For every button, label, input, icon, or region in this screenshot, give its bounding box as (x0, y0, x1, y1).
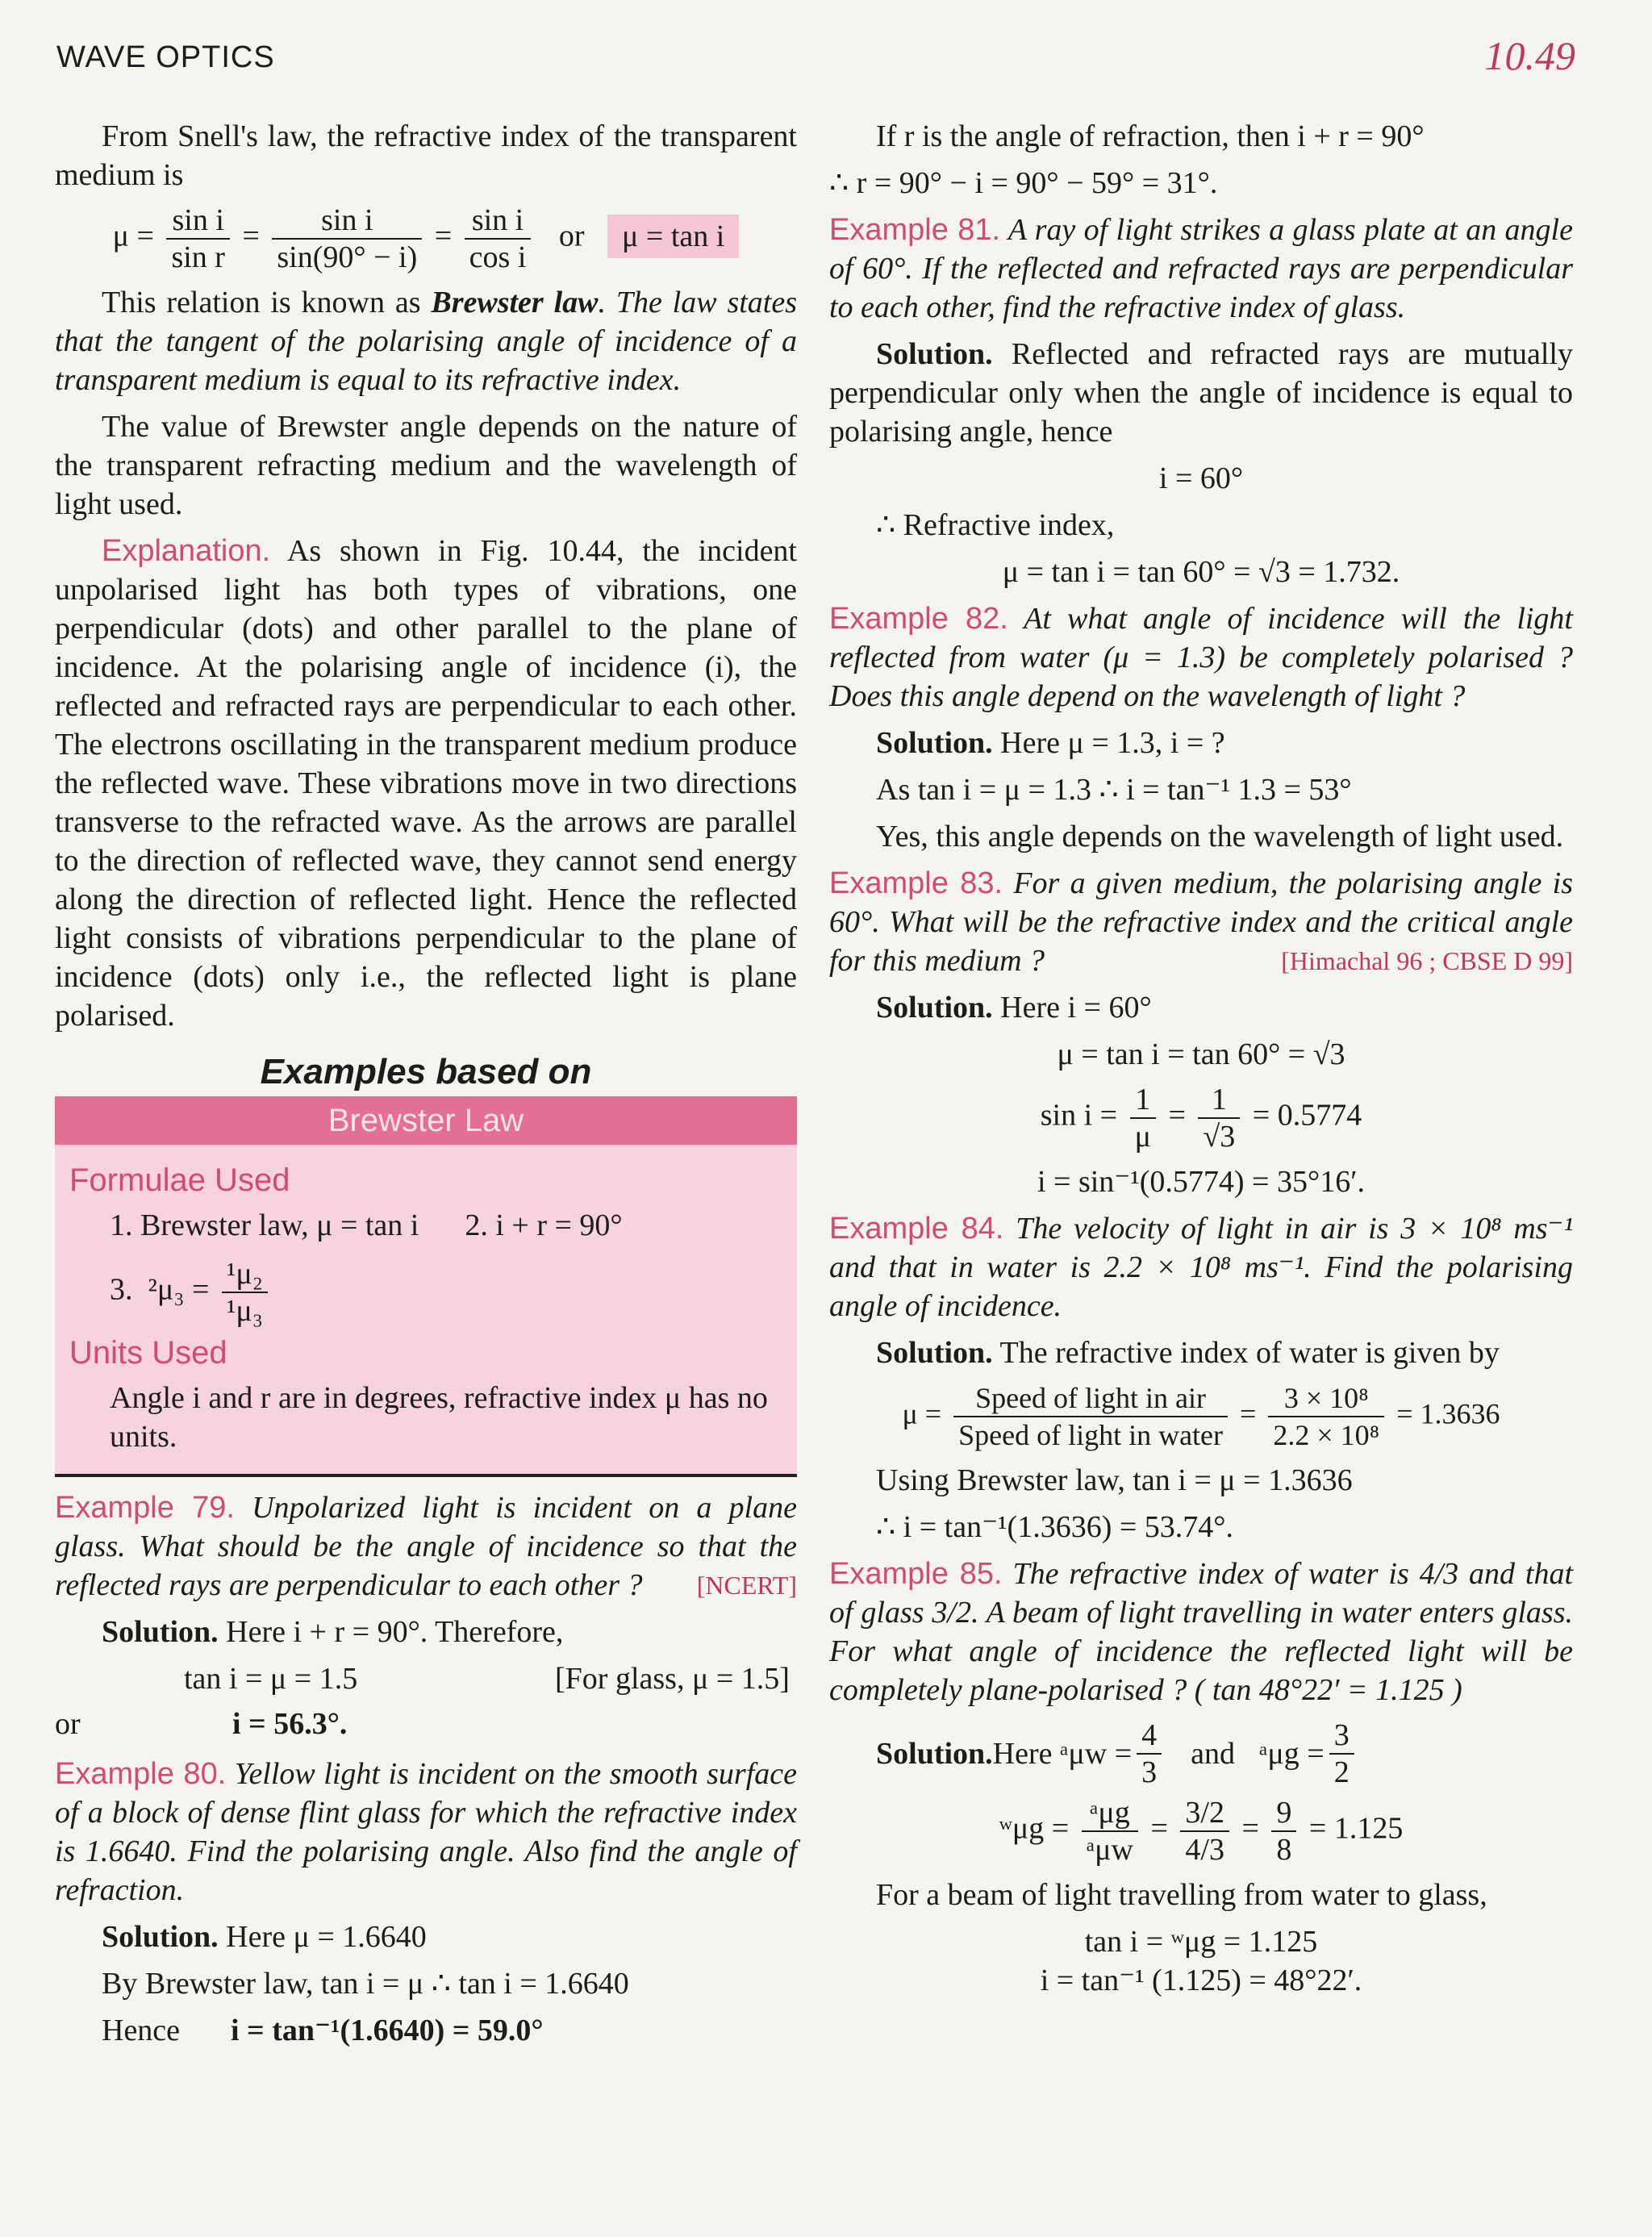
box-title: Examples based on (260, 1052, 592, 1091)
equation: As tan i = μ = 1.3 ∴ i = tan⁻¹ 1.3 = 53° (876, 773, 1352, 807)
solution-82: Solution. Here μ = 1.3, i = ? (876, 726, 1225, 760)
units-heading: Units Used (69, 1335, 227, 1371)
right-line-1: If r is the angle of refraction, then i + r = 90° (876, 119, 1425, 153)
right-line-2: ∴ r = 90° − i = 90° − 59° = 31°. (829, 166, 1218, 200)
formulae-heading: Formulae Used (69, 1162, 290, 1198)
or-text: or (558, 219, 585, 253)
equation-brewster-derivation: μ = $\frac{\text{sin i}}{\text{sin r}}$ = $\frac{\text{sin i}}{\sin(90^\circ - i)}$ = $\frac{\text{sin i}}{\text{cos i}}$ or μ = tan i (55, 202, 797, 275)
term-brewster-law: Brewster law (431, 286, 599, 319)
example-82: Example 82. At what angle of incidence will the light reflected from water (μ = 1.3) be completely polarised ? Does this angle depend on the wavelength of light ? (829, 602, 1573, 713)
equation: ∴ i = tan⁻¹(1.3636) = 53.74°. (876, 1510, 1233, 1544)
fraction: $\frac{\text{sin i}}{\sin(90^\circ - i)}$ (272, 202, 422, 275)
equation: i = tan⁻¹ (1.125) = 48°22′. (1040, 1964, 1362, 1997)
fraction: $\frac{1}{\mu}$ (1130, 1082, 1156, 1154)
fraction: $\frac{\text{3 × 10⁸}}{\text{2.2 × 10⁸}}$ (1268, 1380, 1384, 1453)
left-column (55, 117, 797, 2050)
solution-80-line: By Brewster law, tan i = μ ∴ tan i = 1.6640 (102, 1967, 629, 2001)
fraction: $\frac{1}{√3}$ (1198, 1082, 1240, 1154)
equation-critical-angle: sin i = $\frac{1}{\mu}$ = $\frac{1}{√3}$ = 0.5774 (1040, 1083, 1362, 1154)
fraction: $\frac{\text{sin i}}{\text{sin r}}$ (166, 202, 230, 275)
solution-79: Solution. Here i + r = 90°. Therefore, (102, 1615, 564, 1649)
solution-81: Solution. Reflected and refracted rays are mutually perpendicular only when the angle of incidence is equal to polarising angle, hence (829, 337, 1573, 449)
examples-box (55, 1053, 797, 1477)
equation-row: tan i = μ = 1.5 [For glass, μ = 1.5] (184, 1662, 790, 1696)
example-83: Example 83. For a given medium, the polarising angle is 60°. What will be the refractive index and the critical angle for this medium ? [Himachal 96 ; CBSE D 99] (829, 864, 1573, 980)
highlighted-result: μ = tan i (607, 215, 739, 258)
fraction: $\frac{4}{3}$ (1137, 1717, 1162, 1790)
fraction: $\frac{\text{¹μ₂}}{\text{¹μ₃}}$ (222, 1256, 268, 1329)
exam-tag: [NCERT] (696, 1571, 797, 1600)
fraction: $\frac{\text{Speed of light in air}}{\text{Speed of light in water}}$ (953, 1380, 1228, 1453)
solution-80: Solution. Here μ = 1.6640 (102, 1920, 427, 1954)
fraction: $\frac{\text{sin i}}{\text{cos i}}$ (465, 202, 532, 275)
equation: tan i = ʷμg = 1.125 (1084, 1925, 1318, 1959)
solution-85-line: For a beam of light travelling from water to glass, (876, 1878, 1487, 1912)
paragraph-brewster-angle: The value of Brewster angle depends on the nature of the transparent refracting medium and the wavelength of light used. (55, 410, 797, 521)
fraction: $\frac{9}{8}$ (1271, 1795, 1296, 1868)
formula-3: 3. ²μ₃ = $\frac{\text{¹μ₂}}{\text{¹μ₃}}$ (110, 1256, 782, 1329)
box-band: Brewster Law (55, 1096, 797, 1145)
solution-84-line: Using Brewster law, tan i = μ = 1.3636 (876, 1463, 1353, 1497)
equation: μ = tan i = tan 60° = √3 = 1.732. (1002, 555, 1400, 589)
answer-82: Yes, this angle depends on the wavelength of light used. (876, 820, 1564, 853)
running-header-section: WAVE OPTICS (56, 40, 275, 74)
formula-row: 1. Brewster law, μ = tan i 2. i + r = 90° (110, 1208, 623, 1242)
paragraph-snell: From Snell's law, the refractive index of the transparent medium is (55, 119, 797, 192)
equation: μ = tan i = tan 60° = √3 (1057, 1037, 1345, 1071)
example-84: Example 84. The velocity of light in air is 3 × 10⁸ ms⁻¹ and that in water is 2.2 × 10⁸ ms⁻¹. Find the polarising angle of incidence. (829, 1212, 1574, 1323)
fraction: $\frac{3/2}{4/3}$ (1180, 1795, 1229, 1868)
equation: i = sin⁻¹(0.5774) = 35°16′. (1037, 1165, 1366, 1199)
page-number: 10.49 (1484, 33, 1575, 78)
paragraph-explanation: Explanation. As shown in Fig. 10.44, the incident unpolarised light has both types of vibrations, one perpendicular (dots) and other parallel to the plane of incidence. At the polarising angle of incidence (i), the reflected and refracted rays are perpendicular to each other. The electrons oscillating in the transparent medium produce the reflected wave. These vibrations move in two directions transverse to the refracted wave. As the arrows are parallel to the direction of reflected wave, they cannot send energy along the direction of reflected light. Hence the reflected light consists of vibrations perpendicular to the plane of incidence (dots) only i.e., the reflected light is plane polarised. (55, 534, 797, 1033)
example-79: Example 79. Unpolarized light is incident on a plane glass. What should be the angle of incidence so that the reflected rays are perpendicular to each other ? [NCERT] (55, 1488, 797, 1605)
example-85: Example 85. The refractive index of water is 4/3 and that of glass 3/2. A beam of light travelling in water enters glass. For what angle of incidence the reflected light will be completely plane-polarised ? ( tan 48°22′ = 1.125 ) (829, 1557, 1573, 1707)
exam-tag: [Himachal 96 ; CBSE D 99] (1281, 946, 1573, 975)
solution-85: Solution. Here ᵃμw = $\frac{4}{3}$ and ᵃμg = $\frac{3}{2}$ (876, 1717, 1573, 1790)
solution-83: Solution. Here i = 60° (876, 991, 1152, 1025)
units-text: Angle i and r are in degrees, refractive index μ has no units. (110, 1381, 768, 1454)
equation-row: Hence i = tan⁻¹(1.6640) = 59.0° (102, 2014, 544, 2047)
paragraph-brewster-law: This relation is known as Brewster law. The law states that the tangent of the polarising angle of incidence of a transparent medium is equal to its refractive index. (55, 286, 798, 397)
fraction: $\frac{\text{ᵃμg}}{\text{ᵃμw}}$ (1082, 1795, 1138, 1868)
solution-84: Solution. The refractive index of water is given by (876, 1336, 1500, 1370)
example-80: Example 80. Yellow light is incident on the smooth surface of a block of dense flint glass for which the refractive index is 1.6640. Find the polarising angle. Also find the angle of refraction. (55, 1757, 797, 1907)
equation-refractive-index: μ = $\frac{\text{Speed of light in air}}{\text{Speed of light in water}}$ = $\frac{\text{3 × 10⁸}}{\text{2.2 × 10⁸}}$ = 1.3636 (902, 1382, 1500, 1451)
solution-81-line: ∴ Refractive index, (876, 508, 1115, 542)
right-column (829, 117, 1573, 2000)
formulae-box (55, 1145, 797, 1477)
fraction: $\frac{3}{2}$ (1329, 1717, 1354, 1790)
equation: i = 60° (1158, 461, 1244, 495)
example-81: Example 81. A ray of light strikes a glass plate at an angle of 60°. If the reflected and refracted rays are perpendicular to each other, find the refractive index of glass. (829, 213, 1573, 324)
eq-lhs: μ = (112, 219, 154, 253)
equation-row: or i = 56.3°. (55, 1707, 348, 1741)
explanation-label: Explanation. (102, 534, 271, 568)
equation-relative-index: ʷμg = $\frac{\text{ᵃμg}}{\text{ᵃμw}}$ = $\frac{3/2}{4/3}$ = $\frac{9}{8}$ = 1.125 (999, 1796, 1404, 1867)
